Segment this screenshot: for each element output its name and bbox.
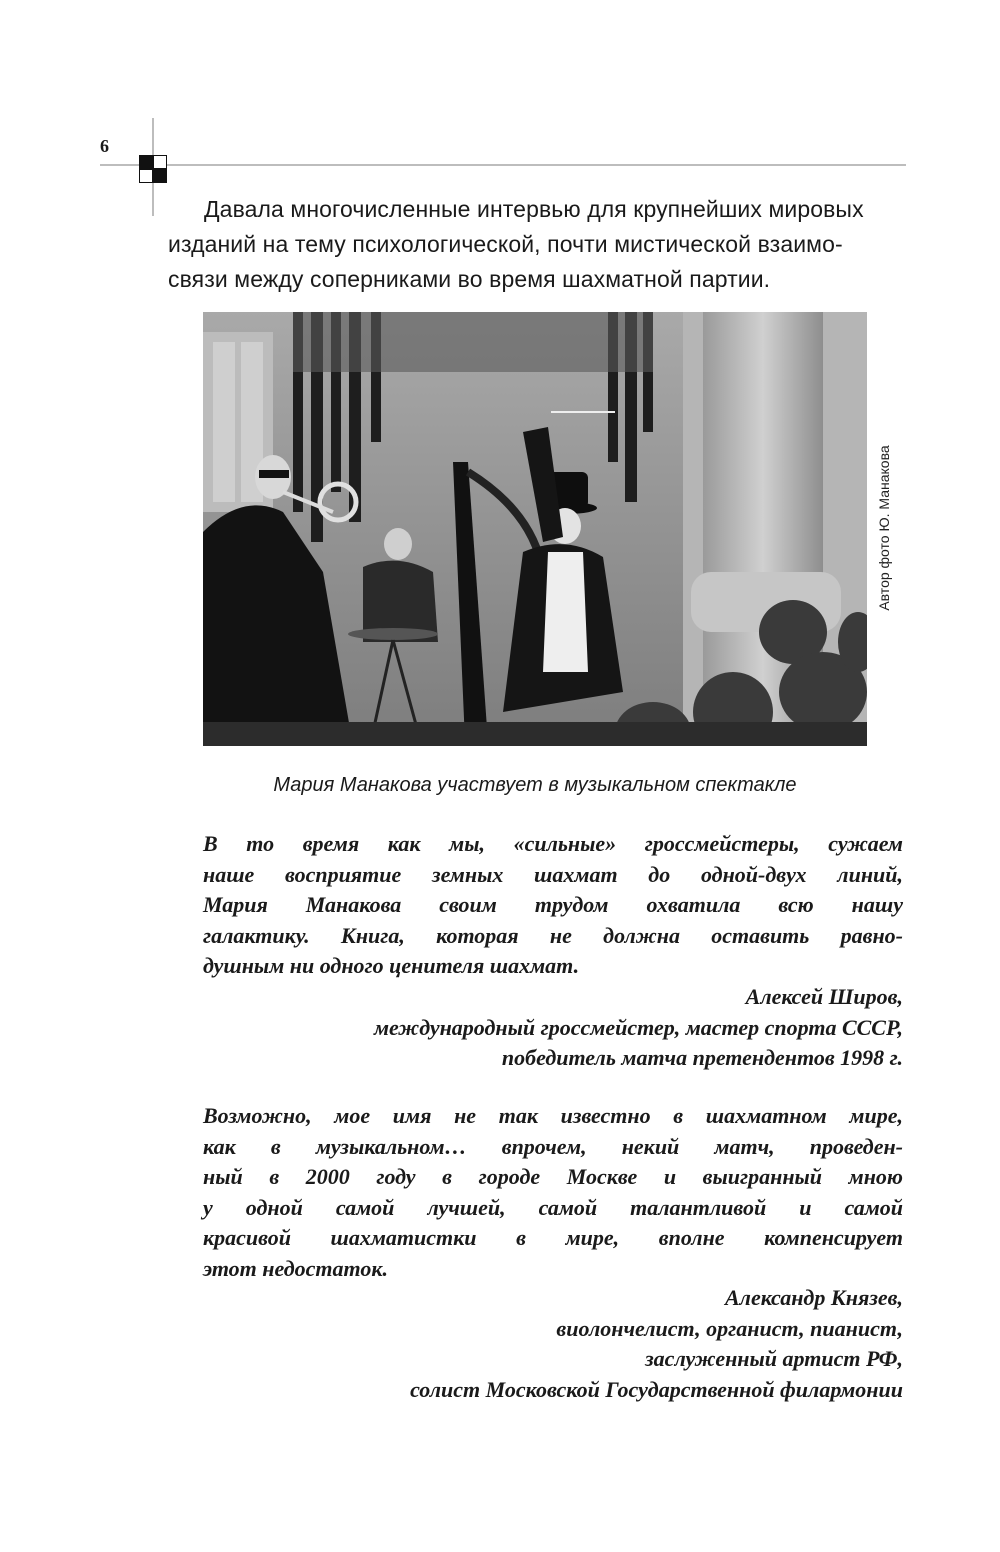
- attribution-line: солист Московской Государственной филармонии: [410, 1376, 903, 1402]
- header-rule: [100, 164, 906, 166]
- quote-shirov: [203, 829, 903, 982]
- quote-knyazev: [203, 1101, 903, 1284]
- checker-ornament-icon: [139, 155, 167, 183]
- quote-line: как в музыкальном… впрочем, некий матч, проведен-: [203, 1133, 903, 1159]
- attribution-line: победитель матча претендентов 1998 г.: [501, 1045, 903, 1070]
- photo-caption: Мария Манакова участвует в музыкальном спектакле: [273, 774, 797, 796]
- performance-photo: [203, 312, 867, 746]
- attribution-name: Александр Князев,: [724, 1285, 903, 1310]
- quote-line: у одной самой лучшей, самой талантливой и самой: [203, 1194, 903, 1220]
- quote-line: В то время как мы, «сильные» гроссмейстеры, сужаем: [203, 831, 903, 856]
- quote-line: Мария Манакова своим трудом охватила всю нашу: [203, 892, 903, 917]
- quote-line: галактику. Книга, которая не должна оставить равно-: [203, 922, 903, 948]
- intro-line: связи между соперниками во время шахматной партии.: [168, 266, 771, 292]
- attribution-shirov: [203, 982, 903, 1074]
- intro-paragraph: [168, 192, 904, 297]
- intro-line: Давала многочисленные интервью для крупнейших мировых: [204, 196, 864, 222]
- intro-line: изданий на тему психологической, почти мистической взаимо-: [168, 231, 843, 257]
- quote-line: наше восприятие земных шахмат до одной-двух линий,: [203, 861, 903, 887]
- page-number: 6: [100, 136, 109, 156]
- quote-line: Возможно, мое имя не так известно в шахматном мире,: [203, 1103, 903, 1128]
- attribution-line: виолончелист, органист, пианист,: [556, 1315, 903, 1341]
- attribution-knyazev: [203, 1283, 903, 1405]
- quote-line: душным ни одного ценителя шахмат.: [203, 953, 580, 978]
- attribution-line: заслуженный артист РФ,: [645, 1346, 903, 1371]
- quote-line: красивой шахматистки в мире, вполне компенсирует: [203, 1225, 903, 1250]
- quote-line: ный в 2000 году в городе Москве и выигранный мною: [203, 1164, 903, 1189]
- attribution-name: Алексей Широв,: [745, 984, 903, 1009]
- photo-credit: Автор фото Ю. Манакова: [876, 445, 892, 611]
- attribution-line: международный гроссмейстер, мастер спорта СССР,: [373, 1014, 903, 1040]
- quote-line: этот недостаток.: [203, 1255, 388, 1281]
